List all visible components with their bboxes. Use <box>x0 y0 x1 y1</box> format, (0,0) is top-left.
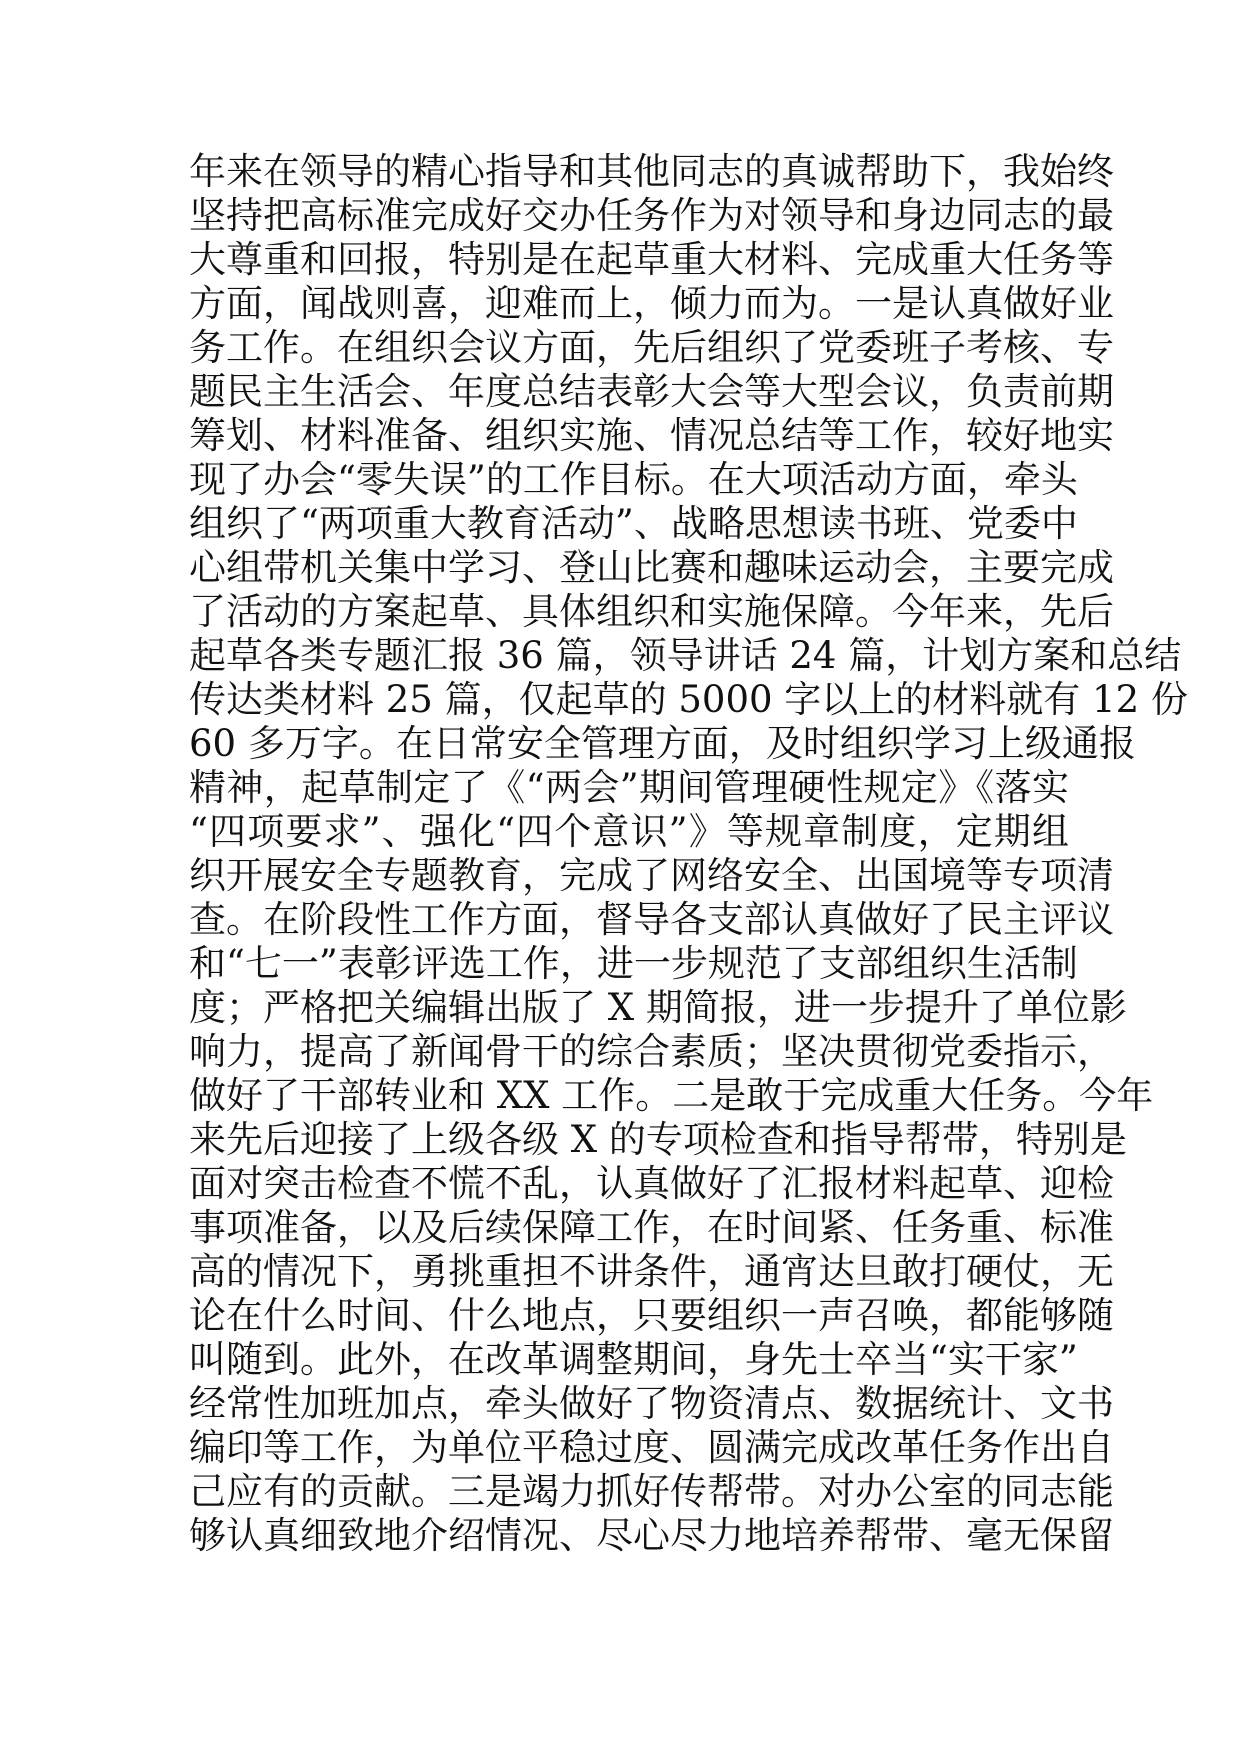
text-line: 面对突击检查不慌不乱，认真做好了汇报材料起草、迎检 <box>189 1162 1114 1205</box>
text-line: 编印等工作，为单位平稳过度、圆满完成改革任务作出自 <box>189 1426 1114 1469</box>
text-line: 传达类材料 25 篇，仅起草的 5000 字以上的材料就有 12 份 <box>189 678 1188 721</box>
text-line: “四项要求”、强化“四个意识”》等规章制度，定期组 <box>189 810 1069 853</box>
text-line: 题民主生活会、年度总结表彰大会等大型会议，负责前期 <box>189 370 1114 413</box>
text-line: 年来在领导的精心指导和其他同志的真诚帮助下，我始终 <box>189 150 1114 193</box>
text-line: 现了办会“零失误”的工作目标。在大项活动方面，牵头 <box>189 458 1078 501</box>
text-line: 高的情况下，勇挑重担不讲条件，通宵达旦敢打硬仗，无 <box>189 1250 1114 1293</box>
text-line: 大尊重和回报，特别是在起草重大材料、完成重大任务等 <box>189 238 1114 281</box>
text-line: 心组带机关集中学习、登山比赛和趣味运动会，主要完成 <box>189 546 1114 589</box>
text-line: 够认真细致地介绍情况、尽心尽力地培养帮带、毫无保留 <box>189 1514 1114 1557</box>
text-line: 组织了“两项重大教育活动”、战略思想读书班、党委中 <box>189 502 1078 545</box>
text-line: 经常性加班加点，牵头做好了物资清点、数据统计、文书 <box>189 1382 1114 1425</box>
text-line: 方面，闻战则喜，迎难而上，倾力而为。一是认真做好业 <box>189 282 1114 325</box>
text-line: 筹划、材料准备、组织实施、情况总结等工作，较好地实 <box>189 414 1114 457</box>
text-line: 精神，起草制定了《“两会”期间管理硬性规定》《落实 <box>189 766 1069 809</box>
text-line: 事项准备，以及后续保障工作，在时间紧、任务重、标准 <box>189 1206 1114 1249</box>
text-line: 来先后迎接了上级各级 X 的专项检查和指导帮带，特别是 <box>189 1118 1127 1161</box>
text-line: 和“七一”表彰评选工作，进一步规范了支部组织生活制 <box>189 942 1078 985</box>
text-line: 务工作。在组织会议方面，先后组织了党委班子考核、专 <box>189 326 1114 369</box>
text-line: 论在什么时间、什么地点，只要组织一声召唤，都能够随 <box>189 1294 1114 1337</box>
text-line: 织开展安全专题教育，完成了网络安全、出国境等专项清 <box>189 854 1114 897</box>
text-line: 做好了干部转业和 XX 工作。二是敢于完成重大任务。今年 <box>189 1074 1154 1117</box>
text-line: 起草各类专题汇报 36 篇，领导讲话 24 篇，计划方案和总结 <box>189 634 1182 677</box>
text-line: 了活动的方案起草、具体组织和实施保障。今年来，先后 <box>189 590 1114 633</box>
body-paragraph <box>189 150 1188 1558</box>
text-line: 己应有的贡献。三是竭力抓好传帮带。对办公室的同志能 <box>189 1470 1114 1513</box>
text-line: 查。在阶段性工作方面，督导各支部认真做好了民主评议 <box>189 898 1114 941</box>
text-line: 叫随到。此外，在改革调整期间，身先士卒当“实干家” <box>189 1338 1078 1381</box>
text-line: 响力，提高了新闻骨干的综合素质；坚决贯彻党委指示， <box>189 1030 1114 1073</box>
text-line: 度；严格把关编辑出版了 X 期简报，进一步提升了单位影 <box>189 986 1127 1029</box>
text-line: 坚持把高标准完成好交办任务作为对领导和身边同志的最 <box>189 194 1114 237</box>
text-line: 60 多万字。在日常安全管理方面，及时组织学习上级通报 <box>189 722 1136 765</box>
